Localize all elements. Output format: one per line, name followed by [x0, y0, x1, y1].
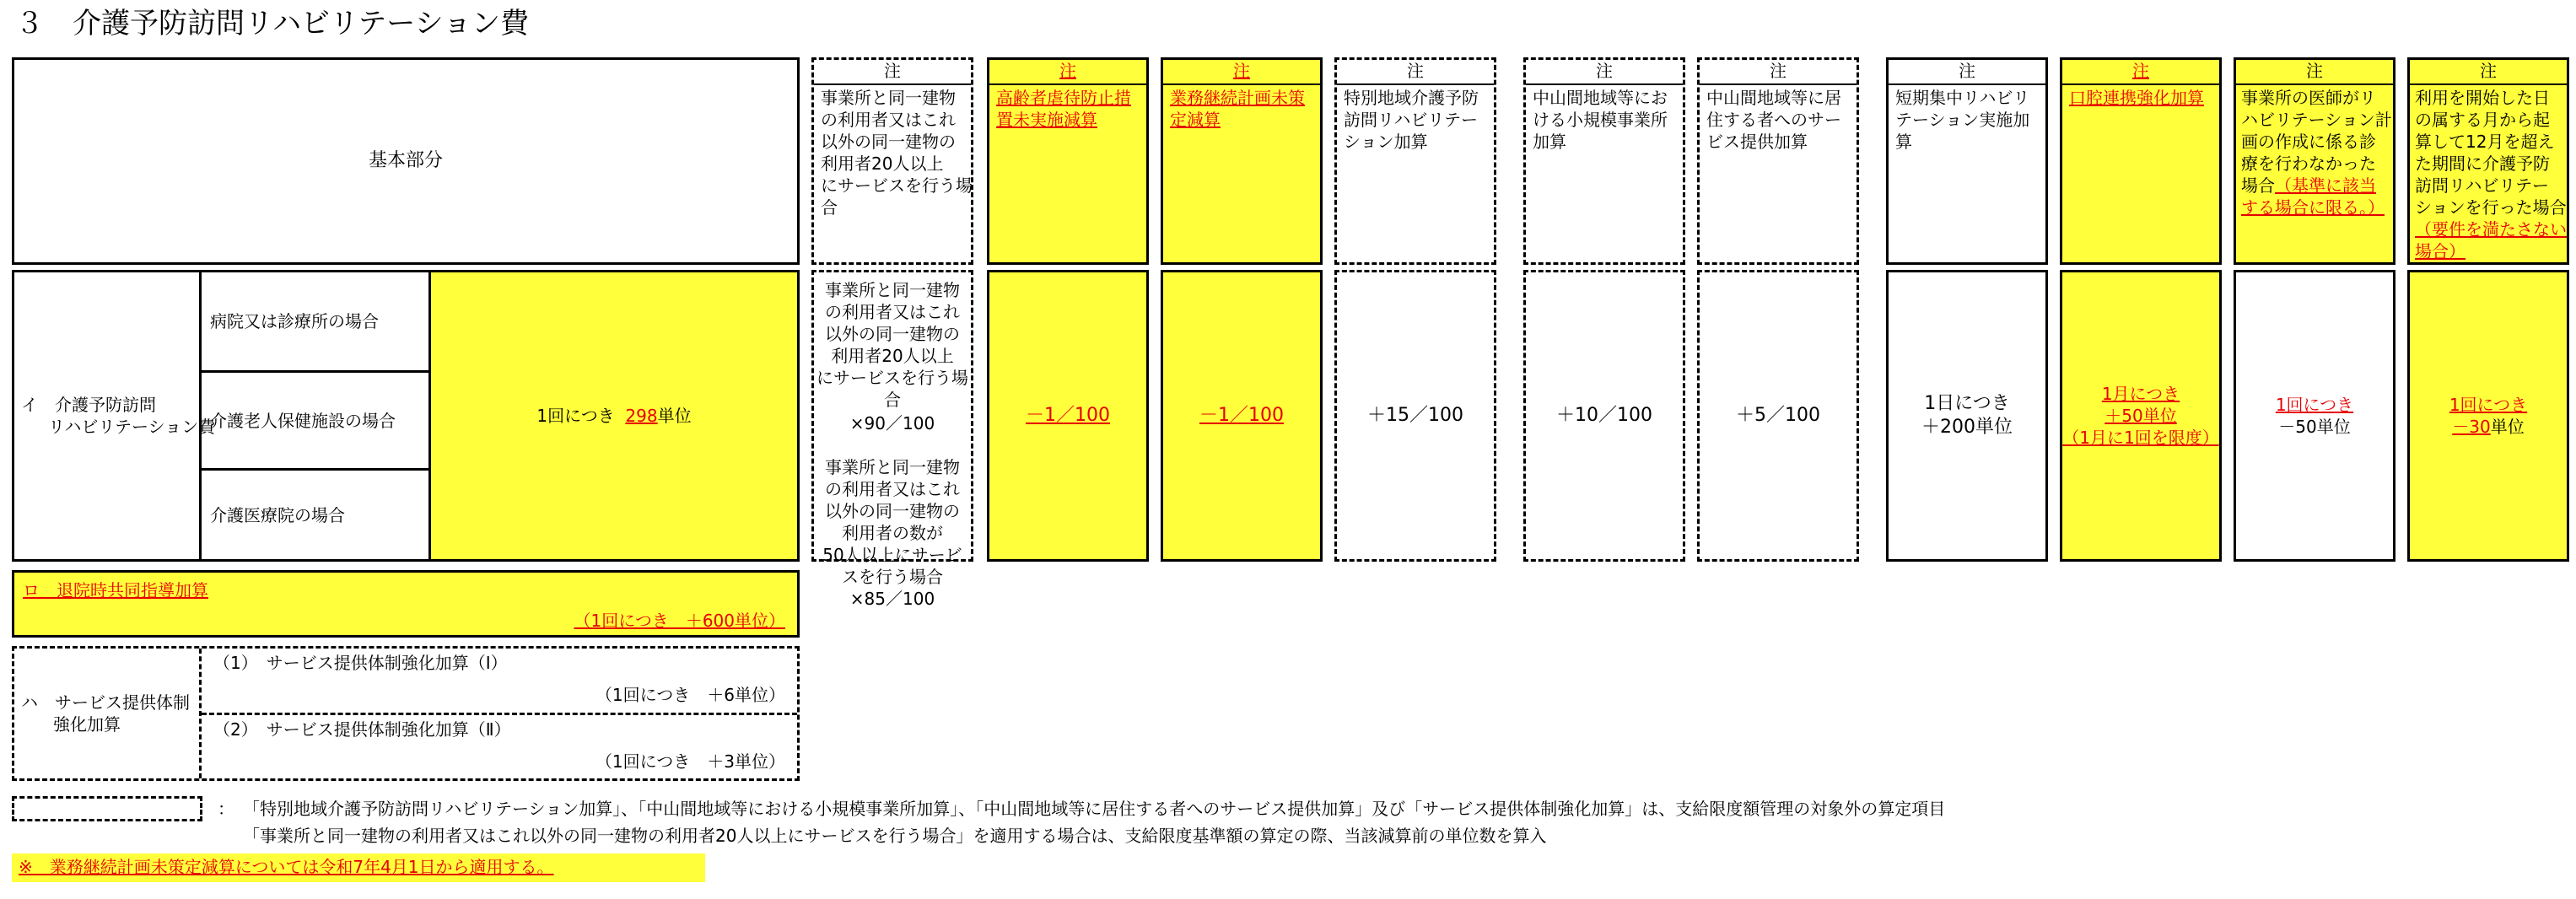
text-line: 住する者へのサー — [1706, 110, 1841, 130]
base-unit-cell — [431, 272, 797, 559]
col-7-value-line-1: 1月につき — [2101, 384, 2180, 404]
ha-item-1-value: （1回につき ＋6単位） — [595, 685, 785, 705]
ha-service-system — [12, 646, 800, 781]
col-oral-cooperation-header — [2060, 57, 2222, 265]
text-line: ビス提供加算 — [1706, 132, 1808, 152]
col-small-office-body — [1523, 270, 1685, 562]
col-6-header-text — [1895, 87, 2040, 153]
text-line: の利用者又はこれ — [825, 302, 960, 322]
text-line: にサービスを行う場 — [816, 368, 968, 388]
text-line: た期間に介護予防 — [2415, 153, 2550, 174]
text-line: 療を行わなかった — [2241, 153, 2376, 174]
col-physician-header — [2234, 57, 2395, 265]
note-label: 注 — [2062, 60, 2219, 85]
facility-list — [202, 272, 431, 559]
unit-value: 298 — [625, 406, 658, 426]
footnote-text: ※ 業務継続計画未策定減算については令和7年4月1日から適用する。 — [19, 857, 554, 877]
note-label: 注 — [2410, 60, 2567, 85]
ro-discharge-guidance — [12, 570, 800, 638]
footnote — [12, 853, 705, 882]
col-bcp-header — [1161, 57, 1323, 265]
note-label: 注 — [989, 60, 1146, 85]
text-line: 中山間地域等に居 — [1706, 88, 1841, 108]
text-line: 利用を開始した日 — [2415, 88, 2550, 108]
text-line: 以外の同一建物の — [825, 324, 960, 344]
legend-colon: ： — [218, 799, 234, 819]
note-label: 注 — [1526, 60, 1683, 85]
text-line: ×85／100 — [849, 589, 935, 609]
base-unit-text — [536, 405, 691, 427]
col-short-intensive-body — [1886, 270, 2048, 562]
note-label: 注 — [1700, 60, 1857, 85]
ha-label-line-2: 強化加算 — [53, 714, 121, 735]
col-7-header-text — [2069, 87, 2214, 109]
note-label: 注 — [1163, 60, 1320, 85]
col-0-header-text — [821, 87, 973, 218]
col-9-value-line-2: －30 — [2452, 417, 2491, 437]
text-line: 合 — [821, 197, 838, 218]
col-6-value-line-2: ＋200単位 — [1921, 417, 2013, 438]
unit-suffix: 単位 — [657, 406, 692, 426]
text-line: スを行う場合 — [842, 567, 943, 587]
text-line: 訪問リハビリテー — [1344, 110, 1478, 130]
col-resident-service-header — [1697, 57, 1859, 265]
text-line: 利用者の数が — [842, 523, 943, 543]
text-line: 画の作成に係る診 — [2241, 132, 2376, 152]
text-line: 以外の同一建物の — [821, 132, 956, 152]
text-line: の利用者又はこれ — [821, 110, 956, 130]
text-line: 置未実施減算 — [996, 110, 1097, 130]
ha-item-2 — [202, 713, 797, 778]
col-9-value-line-1: 1回につき — [2449, 395, 2528, 415]
page-title: ３ 介護予防訪問リハビリテーション費 — [15, 7, 529, 40]
text-line: 以外の同一建物の — [825, 501, 960, 521]
text-line: 利用者20人以上 — [821, 153, 944, 174]
ha-label — [14, 649, 202, 778]
col-4-value: ＋10／100 — [1556, 405, 1652, 426]
text-line: テーション実施加 — [1895, 110, 2030, 130]
col-9-value-unit: 単位 — [2490, 417, 2525, 437]
legend-dashed-swatch — [12, 796, 202, 821]
facility-roken — [202, 370, 428, 468]
text-line: 事業所と同一建物 — [825, 280, 960, 300]
facility-iryoin — [202, 468, 428, 559]
text-line: ける小規模事業所 — [1533, 110, 1668, 130]
col-special-area-header — [1334, 57, 1496, 265]
col-7-value-line-2: ＋50単位 — [2104, 406, 2177, 426]
text-line: 特別地域介護予防 — [1344, 88, 1479, 108]
text-line: 訪問リハビリテー — [2415, 175, 2549, 196]
facility-hospital — [202, 272, 428, 370]
service-name — [14, 272, 216, 559]
ha-item-2-value: （1回につき ＋3単位） — [595, 751, 785, 772]
col-bcp-body — [1161, 270, 1323, 562]
ro-title: ロ 退院時共同指導加算 — [23, 580, 208, 600]
col-same-building-body — [811, 270, 973, 609]
text-line: ション加算 — [1344, 132, 1428, 152]
ro-value: （1回につき ＋600単位） — [574, 611, 785, 631]
text-line: 利用者20人以上 — [831, 346, 954, 366]
text-line: ×90／100 — [849, 413, 935, 433]
col-3-header-text — [1344, 87, 1489, 153]
text-line: 定減算 — [1170, 110, 1221, 130]
service-name-line-1: イ 介護予防訪問 — [21, 395, 156, 415]
col-resident-service-body — [1697, 270, 1859, 562]
col-physician-body — [2234, 270, 2395, 562]
text-line: ションを行った場合 — [2415, 197, 2567, 218]
col-4-header-text — [1533, 87, 1678, 153]
text-line: 高齢者虐待防止措 — [996, 88, 1131, 108]
service-name-line-2: リハビリテーション費 — [48, 417, 216, 437]
text-line: （要件を満たさない — [2415, 219, 2567, 240]
base-body — [12, 270, 800, 562]
facility-hospital-label: 病院又は診療所の場合 — [210, 311, 379, 331]
unit-prefix: 1回につき — [536, 406, 615, 426]
note-label: 注 — [814, 60, 971, 85]
text-line: 業務継続計画未策 — [1170, 88, 1305, 108]
note-label: 注 — [2236, 60, 2393, 85]
text-line: 算して12月を超え — [2415, 132, 2555, 152]
col-7-value-line-3: （1月に1回を限度） — [2062, 428, 2219, 448]
col-same-building-header — [811, 57, 973, 265]
text-line: 合 — [884, 390, 901, 410]
legend-line-2: 「事業所と同一建物の利用者又はこれ以外の同一建物の利用者20人以上にサービスを行う場合」を適用する場合は、支給限度基準額の算定の際、当該減算前の単位数を算入 — [243, 826, 1547, 846]
text-line: 場合） — [2415, 241, 2466, 261]
legend-line-1: 「特別地域介護予防訪問リハビリテーション加算」、「中山間地域等における小規模事業所加算」、「中山間地域等に居住する者へのサービス提供加算」及び「サービス提供体制強化加算」は、支給限度額管理の対象外の算定項目 — [243, 799, 1946, 819]
col-over-12-months-header — [2407, 57, 2569, 265]
col-3-value: ＋15／100 — [1367, 405, 1463, 426]
text-line: 短期集中リハビリ — [1895, 88, 2030, 108]
text-line: 算 — [1895, 132, 1912, 152]
text-line: 加算 — [1533, 132, 1566, 152]
col-special-area-body — [1334, 270, 1496, 562]
base-header — [12, 57, 800, 265]
ha-label-line-1: ハ サービス提供体制 — [21, 692, 190, 713]
col-5-value: ＋5／100 — [1736, 405, 1820, 426]
col-short-intensive-header — [1886, 57, 2048, 265]
col-6-value-line-1: 1日につき — [1924, 393, 2010, 414]
col-abuse-prevention-header — [987, 57, 1149, 265]
text-line: の属する月から起 — [2415, 110, 2550, 130]
col-0-body-a — [814, 279, 971, 434]
col-2-value: －1／100 — [1199, 405, 1284, 426]
base-header-label: 基本部分 — [368, 150, 443, 171]
note-label: 注 — [1337, 60, 1494, 85]
text-line: する場合に限る。） — [2241, 197, 2385, 218]
col-1-header-text — [996, 87, 1141, 131]
col-1-value: －1／100 — [1026, 405, 1110, 426]
text-line: ハビリテーション計 — [2241, 110, 2392, 130]
text-line: 事業所と同一建物 — [825, 457, 960, 477]
col-5-header-text — [1706, 87, 1851, 153]
col-0-body-b — [814, 456, 971, 610]
text-line: 事業所の医師がリ — [2241, 88, 2376, 108]
text-line: の利用者又はこれ — [825, 479, 960, 499]
ha-item-2-name: （2） サービス提供体制強化加算（Ⅱ） — [213, 719, 511, 740]
col-8-value-line-2: －50単位 — [2278, 417, 2351, 437]
text-line: にサービスを行う場 — [821, 175, 973, 196]
col-9-header-text — [2415, 87, 2567, 262]
ha-item-1 — [202, 649, 797, 713]
text-line: 事業所と同一建物 — [821, 88, 956, 108]
text-line: 口腔連携強化加算 — [2069, 88, 2204, 108]
text-line: 中山間地域等にお — [1533, 88, 1668, 108]
col-2-header-text — [1170, 87, 1315, 131]
facility-roken-label: 介護老人保健施設の場合 — [210, 410, 396, 431]
text-line: 場合 — [2241, 175, 2275, 196]
col-abuse-prevention-body — [987, 270, 1149, 562]
note-label: 注 — [1889, 60, 2045, 85]
text-line: 50人以上にサービ — [822, 545, 962, 565]
col-over-12-months-body — [2407, 270, 2569, 562]
col-oral-cooperation-body — [2060, 270, 2222, 562]
col-8-value-line-1: 1回につき — [2275, 395, 2354, 415]
col-small-office-header — [1523, 57, 1685, 265]
text-line: （基準に該当 — [2275, 175, 2376, 196]
facility-iryoin-label: 介護医療院の場合 — [210, 504, 345, 525]
ha-item-1-name: （1） サービス提供体制強化加算（Ⅰ） — [213, 653, 508, 673]
col-8-header-text — [2241, 87, 2392, 218]
